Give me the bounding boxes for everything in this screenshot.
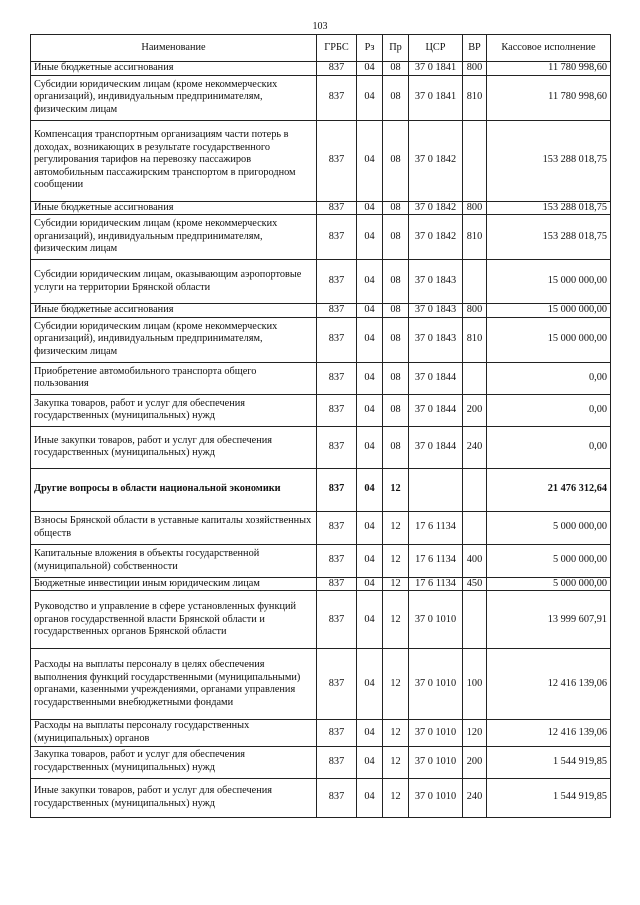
row-csr: 37 0 1842 [409,120,463,201]
row-vr [463,260,487,304]
row-amount: 15 000 000,00 [487,317,611,362]
row-name: Приобретение автомобильного транспорта общего пользования [31,362,317,394]
row-vr [463,120,487,201]
row-csr [409,468,463,511]
header-name: Наименование [31,35,317,62]
row-amount: 15 000 000,00 [487,260,611,304]
row-rz: 04 [357,778,383,817]
row-rz: 04 [357,362,383,394]
row-name: Расходы на выплаты персоналу государственных (муниципальных) органов [31,720,317,746]
header-vr: ВР [463,35,487,62]
table-row [31,260,611,304]
row-pr: 12 [383,577,409,591]
row-name: Капитальные вложения в объекты государственной (муниципальной) собственности [31,544,317,577]
row-grbs: 837 [317,468,357,511]
row-csr: 37 0 1010 [409,649,463,720]
row-rz: 04 [357,544,383,577]
row-pr: 08 [383,260,409,304]
table-row [31,120,611,201]
row-vr [463,468,487,511]
row-vr [463,362,487,394]
row-name: Субсидии юридическим лицам, оказывающим аэропортовые услуги на территории Брянской области [31,260,317,304]
row-vr: 400 [463,544,487,577]
row-vr: 120 [463,720,487,746]
row-pr: 12 [383,468,409,511]
page-number: 103 [312,21,328,32]
row-vr: 800 [463,201,487,215]
row-name: Субсидии юридическим лицам (кроме некоммерческих организаций), индивидуальным предпринимателям, физическим лицам [31,317,317,362]
row-name: Руководство и управление в сфере установленных функций органов государственной власти Брянской области и государственных органов Брянской области [31,591,317,649]
table-row [31,468,611,511]
row-name: Иные закупки товаров, работ и услуг для обеспечения государственных (муниципальных) нужд [31,778,317,817]
row-rz: 04 [357,591,383,649]
row-grbs: 837 [317,75,357,120]
header-csr: ЦСР [409,35,463,62]
row-rz: 04 [357,746,383,778]
row-name: Иные бюджетные ассигнования [31,201,317,215]
row-vr [463,591,487,649]
row-rz: 04 [357,201,383,215]
row-csr: 37 0 1844 [409,362,463,394]
row-csr: 17 6 1134 [409,511,463,544]
row-pr: 08 [383,62,409,76]
row-rz: 04 [357,511,383,544]
row-rz: 04 [357,317,383,362]
table-row [31,317,611,362]
table-row [31,304,611,318]
row-grbs: 837 [317,426,357,468]
row-rz: 04 [357,120,383,201]
row-name: Бюджетные инвестиции иным юридическим лицам [31,577,317,591]
row-amount: 21 476 312,64 [487,468,611,511]
row-grbs: 837 [317,317,357,362]
row-pr: 12 [383,649,409,720]
row-rz: 04 [357,720,383,746]
table-row [31,544,611,577]
row-csr: 37 0 1842 [409,201,463,215]
row-csr: 37 0 1843 [409,260,463,304]
row-amount: 153 288 018,75 [487,120,611,201]
header-pr: Пр [383,35,409,62]
row-csr: 37 0 1842 [409,215,463,260]
row-pr: 08 [383,215,409,260]
row-pr: 08 [383,317,409,362]
row-rz: 04 [357,468,383,511]
row-pr: 08 [383,75,409,120]
row-pr: 12 [383,778,409,817]
row-grbs: 837 [317,362,357,394]
row-rz: 04 [357,394,383,426]
row-pr: 08 [383,120,409,201]
row-pr: 12 [383,591,409,649]
row-pr: 12 [383,544,409,577]
row-name: Иные бюджетные ассигнования [31,304,317,318]
row-amount: 1 544 919,85 [487,746,611,778]
row-csr: 37 0 1844 [409,394,463,426]
row-vr [463,511,487,544]
table-row [31,75,611,120]
row-vr: 800 [463,62,487,76]
row-csr: 37 0 1841 [409,62,463,76]
row-amount: 0,00 [487,426,611,468]
row-name: Иные закупки товаров, работ и услуг для обеспечения государственных (муниципальных) нужд [31,426,317,468]
row-rz: 04 [357,75,383,120]
table-row [31,362,611,394]
budget-execution-table [30,34,611,818]
row-pr: 12 [383,746,409,778]
table-row [31,591,611,649]
row-vr: 200 [463,746,487,778]
row-name: Компенсация транспортным организациям части потерь в доходах, возникающих в результате государственного регулирования тарифов на перевозку пассажиров автомобильным пассажирским транспортом в пригородном сообщении [31,120,317,201]
row-rz: 04 [357,304,383,318]
row-rz: 04 [357,577,383,591]
row-amount: 11 780 998,60 [487,75,611,120]
row-name: Субсидии юридическим лицам (кроме некоммерческих организаций), индивидуальным предпринимателям, физическим лицам [31,215,317,260]
row-amount: 0,00 [487,394,611,426]
row-amount: 153 288 018,75 [487,201,611,215]
row-grbs: 837 [317,201,357,215]
row-grbs: 837 [317,778,357,817]
header-amount: Кассовое исполнение [487,35,611,62]
row-amount: 12 416 139,06 [487,649,611,720]
row-rz: 04 [357,260,383,304]
row-vr: 810 [463,317,487,362]
table-row [31,62,611,76]
row-rz: 04 [357,62,383,76]
row-csr: 37 0 1843 [409,304,463,318]
row-csr: 37 0 1010 [409,591,463,649]
table-row [31,778,611,817]
row-amount: 15 000 000,00 [487,304,611,318]
table-row [31,426,611,468]
row-vr: 450 [463,577,487,591]
table-header-row [31,35,611,62]
row-csr: 37 0 1841 [409,75,463,120]
row-csr: 37 0 1010 [409,778,463,817]
row-amount: 5 000 000,00 [487,544,611,577]
row-grbs: 837 [317,394,357,426]
row-csr: 37 0 1844 [409,426,463,468]
row-grbs: 837 [317,120,357,201]
row-pr: 08 [383,394,409,426]
table-row [31,394,611,426]
row-amount: 13 999 607,91 [487,591,611,649]
row-name: Другие вопросы в области национальной экономики [31,468,317,511]
row-csr: 17 6 1134 [409,544,463,577]
row-csr: 37 0 1010 [409,720,463,746]
table-row [31,511,611,544]
row-grbs: 837 [317,215,357,260]
row-vr: 810 [463,75,487,120]
row-amount: 5 000 000,00 [487,511,611,544]
row-rz: 04 [357,426,383,468]
row-amount: 5 000 000,00 [487,577,611,591]
row-amount: 1 544 919,85 [487,778,611,817]
row-csr: 17 6 1134 [409,577,463,591]
row-grbs: 837 [317,260,357,304]
row-csr: 37 0 1843 [409,317,463,362]
row-grbs: 837 [317,649,357,720]
row-grbs: 837 [317,304,357,318]
table-row [31,577,611,591]
row-grbs: 837 [317,62,357,76]
row-name: Закупка товаров, работ и услуг для обеспечения государственных (муниципальных) нужд [31,394,317,426]
row-grbs: 837 [317,544,357,577]
header-grbs: ГРБС [317,35,357,62]
table-row [31,720,611,746]
header-rz: Рз [357,35,383,62]
row-grbs: 837 [317,577,357,591]
table-row [31,746,611,778]
row-amount: 12 416 139,06 [487,720,611,746]
row-vr: 200 [463,394,487,426]
row-rz: 04 [357,649,383,720]
row-grbs: 837 [317,591,357,649]
row-pr: 08 [383,426,409,468]
row-grbs: 837 [317,746,357,778]
row-name: Субсидии юридическим лицам (кроме некоммерческих организаций), индивидуальным предпринимателям, физическим лицам [31,75,317,120]
row-grbs: 837 [317,511,357,544]
row-amount: 0,00 [487,362,611,394]
row-vr: 240 [463,426,487,468]
row-rz: 04 [357,215,383,260]
row-vr: 800 [463,304,487,318]
table-row [31,201,611,215]
row-amount: 153 288 018,75 [487,215,611,260]
row-pr: 08 [383,201,409,215]
row-pr: 12 [383,720,409,746]
row-pr: 12 [383,511,409,544]
table-row [31,649,611,720]
row-name: Закупка товаров, работ и услуг для обеспечения государственных (муниципальных) нужд [31,746,317,778]
row-pr: 08 [383,304,409,318]
row-csr: 37 0 1010 [409,746,463,778]
row-name: Иные бюджетные ассигнования [31,62,317,76]
table-row [31,215,611,260]
row-name: Расходы на выплаты персоналу в целях обеспечения выполнения функций государственными (муниципальными) органами, казенными учреждениями, органами управления государственными внебюджетными фондами [31,649,317,720]
row-name: Взносы Брянской области в уставные капиталы хозяйственных обществ [31,511,317,544]
row-vr: 810 [463,215,487,260]
row-vr: 100 [463,649,487,720]
row-pr: 08 [383,362,409,394]
row-grbs: 837 [317,720,357,746]
row-amount: 11 780 998,60 [487,62,611,76]
row-vr: 240 [463,778,487,817]
